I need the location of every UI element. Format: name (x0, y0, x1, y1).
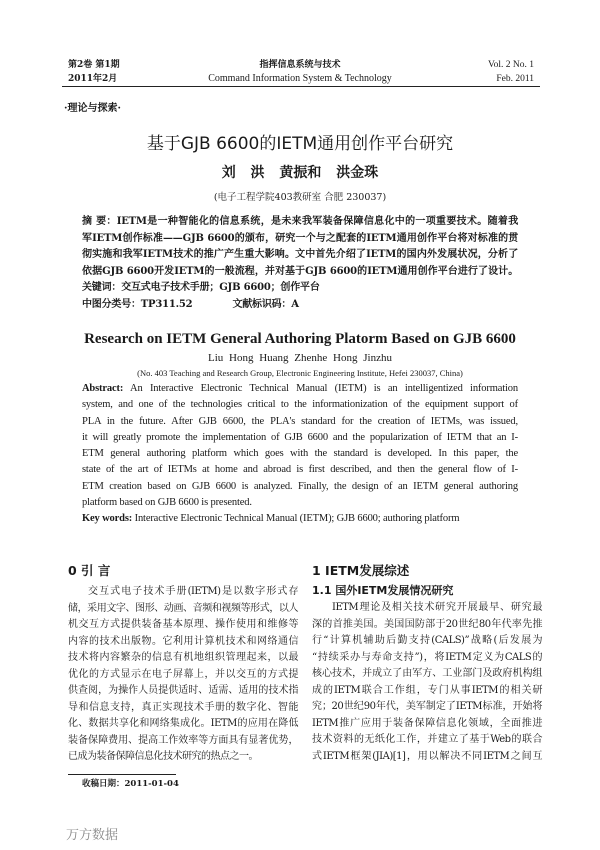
body-line: 导和信息支持，真正实现技术手册的数字化、智能 (68, 701, 298, 713)
abstract-cn-line: 彻实施和我军IETM技术的推广产生重大影响。文中首先介绍了IETM的国内外发展状况，分析了 (82, 249, 518, 260)
body-line: 储，采用文字、图形、动画、音频和视频等形式，以人 (68, 602, 298, 614)
received-date: 收稿日期：2011-01-04 (82, 779, 179, 789)
title-en: Research on IETM General Authoring Platorm Based on GJB 6600 (84, 331, 516, 347)
abstract-en-line: ETM general authoring platform which goes with the standard is developed. In this paper, the (82, 448, 518, 460)
affiliation-cn: (电子工程学院403教研室 合肥 230037) (213, 192, 387, 203)
body-line: 装备保障费用、提高工作效率等方面具有显著优势， (68, 734, 298, 746)
document-code: 文献标识码：A (232, 298, 299, 310)
body-line: 化、数据共享化和网络集成化。IETM的应用在降低 (68, 718, 298, 729)
abstract-en-line (82, 381, 518, 397)
keywords-cn: 关键词：交互式电子技术手册；GJB 6600；创作平台 (82, 282, 320, 293)
abstract-en-line: system, and one of the technologies critical to the informationization of the equipment support of (82, 399, 518, 411)
abstract-en-line: ETM creation based on GJB 6600 is analyzed. Finally, the design of an IETM general authoring (82, 480, 518, 492)
body-line: 核心技术，并成立了由军方、工业部门及政府机构组 (312, 668, 542, 679)
right-column-body (312, 600, 542, 765)
body-line: 究；20世纪90年代，美军制定了IETM标准，开始将 (312, 701, 542, 712)
volume-issue-cn (68, 58, 120, 86)
volume-en: Vol. 2 No. 1 (487, 60, 534, 70)
body-line: 成的IETM联合工作组，专门从事IETM的相关研 (312, 684, 542, 696)
left-column-body (68, 584, 298, 766)
date-cn: 2011年2月 (68, 74, 118, 84)
section-heading-intro: 0 引 言 (68, 563, 111, 578)
body-line: 交互式电子技术手册(IETM)是以数字形式存 (88, 586, 298, 597)
abstract-en (82, 381, 518, 528)
body-line: 技术将内容繁杂的信息有机地组织管理起来，以最 (68, 652, 298, 663)
body-line: 已成为装备保障信息化技术研究的热点之一。 (68, 751, 258, 762)
journal-name-cn: 指挥信息系统与技术 (259, 60, 341, 70)
abstract-cn-line: 依据GJB 6600开发IETM的一般流程，并对基于GJB 6600的IETM通用创作平台进行了设计。 (82, 265, 518, 277)
keywords-en (82, 511, 518, 527)
title-cn: 基于GJB 6600的IETM通用创作平台研究 (146, 134, 454, 154)
abstract-cn-line: 军IETM创作标准——GJB 6600的颁布，研究一个与之配套的IETM通用创作平台将对标准的贯 (82, 232, 518, 244)
body-line: 供查阅，为操作人员提供适时、适需、适用的技术指 (68, 685, 298, 696)
body-line: 深的首推美国。美国国防部于20世纪80年代率先推 (312, 618, 542, 630)
body-line: 式IETM框架(JIA)[1]，用以解决不同IETM之间互 (312, 750, 542, 762)
volume-cn: 第2卷 第1期 (68, 60, 120, 70)
abstract-label: Abstract: (82, 383, 124, 394)
keywords-en-text: Interactive Electronic Technical Manual (IETM); GJB 6600; authoring platform (134, 513, 460, 525)
body-line: 内容的技术出版物。它利用计算机技术和网络通信 (68, 635, 298, 647)
header-rule (62, 86, 540, 87)
body-line: 行“计算机辅助后勤支持(CALS)”战略(后发展为 (312, 635, 542, 646)
abstract-en-line: PLA in the future. After GJB 6600, the PLA's standard for the creation of IETMs, was issued, (82, 415, 518, 427)
abstract-en-line: it will greatly promote the implementation of GJB 6600 and the popularization of IETM that an I- (82, 431, 518, 443)
abstract-en-line: platform based on GJB 6600 is presented. (82, 497, 252, 509)
body-line: 机交互方式提供装备基本原理、操作使用和维修等 (68, 619, 298, 630)
body-line: IETM理论及相关技术研究开展最早、研究最 (332, 602, 542, 613)
class-number: 中图分类号：TP311.52 (82, 298, 193, 310)
body-line: 技术资料的无纸化工作，并建立了基于Web的联合 (312, 734, 542, 745)
authors-cn: 刘 洪 黄振和 洪金珠 (221, 165, 379, 181)
affiliation-en: (No. 403 Teaching and Research Group, Electronic Engineering Institute, Hefei 230037, China) (137, 368, 463, 378)
section-heading-1: 1 IETM发展综述 (312, 563, 410, 578)
subsection-heading-1-1: 1.1 国外IETM发展情况研究 (312, 584, 454, 597)
volume-issue-en (488, 58, 534, 86)
abstract-cn-line: 摘 要：IETM是一种智能化的信息系统，是未来我军装备保障信息化中的一项重要技术。随着我 (82, 216, 518, 227)
body-line: IETM推广应用于装备保障信息化领域，全面推进 (312, 717, 542, 729)
keywords-label: Key words: (82, 513, 133, 525)
authors-en: Liu Hong Huang Zhenhe Hong Jinzhu (208, 352, 392, 364)
body-line: “持续采办与寿命支持”)，将IETM定义为CALS的 (312, 651, 542, 663)
abstract-en-line: state of the art of IETMs at home and abroad is first described, and then the general flow of I- (82, 464, 518, 476)
footnote-rule (68, 774, 176, 775)
abstract-cn (82, 214, 518, 313)
watermark: 万方数据 (66, 828, 119, 843)
date-en: Feb. 2011 (496, 74, 534, 84)
journal-name (150, 58, 450, 86)
journal-name-en: Command Information System & Technology (208, 73, 392, 84)
section-tag: ·理论与探索· (64, 103, 121, 114)
body-line: 优化的方式显示在电子屏幕上，并以交互的方式提 (68, 668, 298, 680)
abstract-en-text: An Interactive Electronic Technical Manual (IETM) is an intelligentized information (130, 383, 518, 394)
